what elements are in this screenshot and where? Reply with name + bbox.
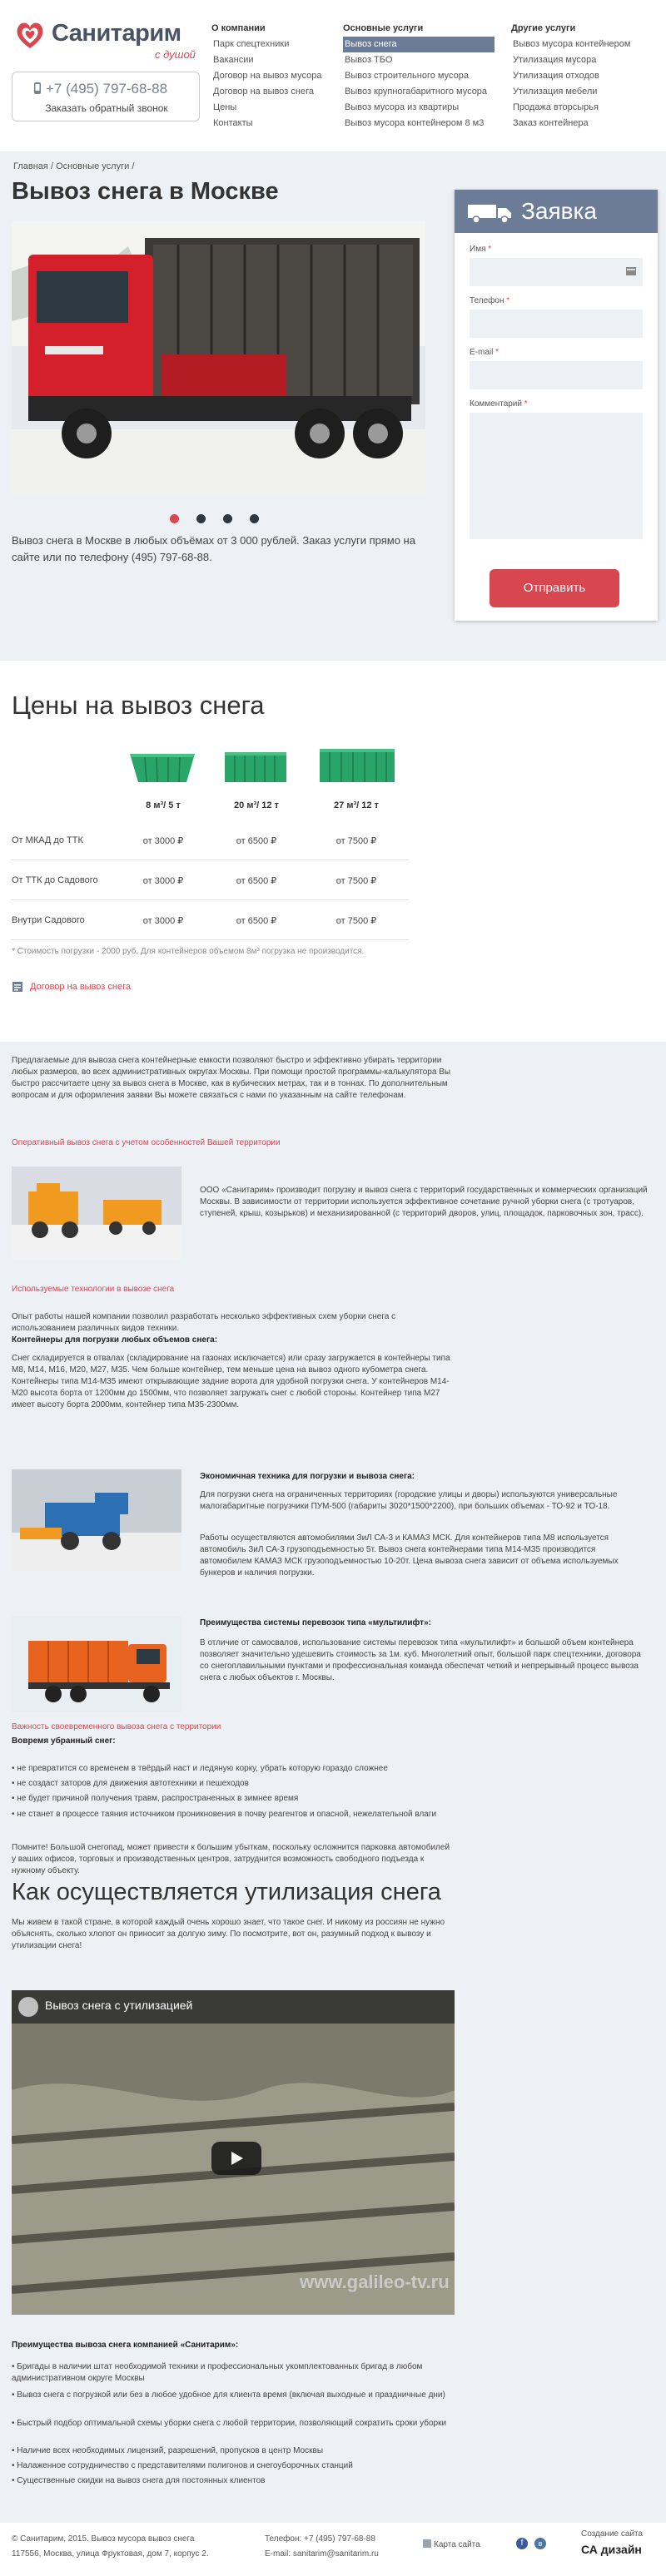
menu-item[interactable]: Утилизация мебели [513,87,598,97]
zone-label: От МКАД до ТТК [12,835,83,845]
menu-item[interactable]: Вывоз крупногабаритного мусора [345,87,488,97]
list-item: • Наличие всех необходимых лицензий, разрешений, пропусков в центр Москвы [12,2446,324,2455]
prices-title: Цены на вывоз снега [12,691,265,720]
slider-image[interactable] [12,221,425,496]
list-item: • не превратится со временем в твёрдый наст и ледяную корку, убрать которую гораздо сложнее [12,1764,388,1773]
slider-dot[interactable] [170,514,179,523]
sitemap-link[interactable] [423,2539,480,2549]
breadcrumb-home[interactable]: Главная [13,161,48,171]
menu-item[interactable]: Парк спецтехники [213,39,290,49]
article-subheading: Преимущества вывоза снега компанией «Санитарим»: [12,2341,239,2350]
article-paragraph: В отличие от самосвалов, использование системы перевозок типа «мультилифт» и большой объем контейнера позволяет значительно удешевить стоимость за 1м. куб. Многолетний опыт, большой парк спецтехники, договора со снегоплавильными пунктами и профессиональная команда обеспечат четкий и непрерывный процесс вывоза снега с любых объектов г. Москвы. [200,1638,641,1682]
phone-icon [32,82,42,94]
size-label-27: 27 м³/ 12 т [334,800,379,810]
menu-item[interactable]: Вакансии [213,55,254,65]
price-value: от 7500 ₽ [335,916,377,926]
price-value: от 7500 ₽ [335,876,377,886]
menu-item-active[interactable]: Вывоз снега [343,37,495,52]
menu-item[interactable]: Цены [213,102,237,112]
play-button[interactable] [211,2142,261,2175]
submit-button[interactable]: Отправить [490,569,619,607]
facebook-icon[interactable]: f [516,2538,528,2549]
menu-item[interactable]: Договор на вывоз мусора [213,71,322,81]
sitemap-text: Карта сайта [434,2540,480,2549]
section-link[interactable]: Оперативный вывоз снега с учетом особенностей Вашей территории [12,1138,281,1147]
email-label: E-mail * [470,348,500,357]
menu-item[interactable]: Вывоз мусора контейнером 8 м3 [345,118,485,128]
email-label-text: E-mail [470,348,494,357]
zone-label: От ТТК до Садового [12,875,98,885]
name-label-text: Имя [470,245,486,254]
page-title: Вывоз снега в Москве [12,178,279,205]
video-player[interactable] [12,1990,455,2315]
price-row [12,900,408,940]
footer-email[interactable]: E-mail: sanitarim@sanitarim.ru [265,2549,379,2559]
menu-item[interactable]: Контакты [213,118,253,128]
heart-logo-icon [13,18,47,52]
slider-dot[interactable] [250,514,259,523]
contract-link-text: Договор на вывоз снега [30,982,131,992]
menu-heading: О компании [211,23,266,33]
contact-box [12,72,200,121]
menu-item[interactable]: Заказ контейнера [513,118,589,128]
container-8-image [128,747,196,785]
menu-services [343,23,495,131]
play-icon [211,2142,261,2175]
menu-item[interactable]: Вывоз мусора контейнером [513,39,631,49]
menu-item[interactable]: Вывоз строительного мусора [345,71,469,81]
article-paragraph: Помните! Большой снегопад, может привести к большим убыткам, поскольку осложнится парковка автомобилей у ваших офисов, торговых и производственных центров, затруднится возможность свободного подъезда к нужному объекту. [12,1843,450,1875]
comment-label-text: Комментарий [470,399,522,409]
size-label-8: 8 м³/ 5 т [146,800,181,810]
menu-item[interactable]: Продажа вторсырья [513,102,599,112]
name-input[interactable] [470,258,643,286]
video-watermark: www.galileo-tv.ru [300,2271,450,2292]
price-row [12,860,408,900]
name-label: Имя * [470,245,492,254]
list-item: • Бригады в наличии штат необходимой техники и профессиональных укомплектованных бригад в любом административном округе Москвы [12,2362,423,2383]
list-item: • Существенные скидки на вывоз снега для постоянных клиентов [12,2476,266,2485]
price-value: от 6500 ₽ [236,916,277,926]
footer-copyright: © Санитарим, 2015. Вывоз мусора вывоз снега [12,2534,195,2544]
slider-dot[interactable] [223,514,232,523]
article-paragraph: Предлагаемые для вывоза снега контейнерные емкости позволяют быстро и эффективно убирать территории любых размеров, во всех административных округах Москвы. При помощи простой программы-калькулятора Вы быстро рассчитаете цену за вывоз снега в Москве, как в кубических метрах, так и в тоннах. По дополнительным вопросам и для оформления заявки Вы можете связаться с нами по указанным на сайте телефонам. [12,1056,451,1100]
price-row [12,820,408,860]
phone-label-text: Телефон [470,296,504,305]
footer-phone[interactable]: Телефон: +7 (495) 797-68-88 [265,2534,375,2544]
price-note: * Стоимость погрузки - 2000 руб. Для контейнеров объемом 8м³ погрузка не производится. [12,947,365,956]
site-header [0,0,666,151]
article-subheading: Преимущества системы перевозок типа «мультилифт»: [200,1618,431,1627]
menu-item[interactable]: Утилизация мусора [513,55,597,65]
phone-input[interactable] [470,310,643,338]
breadcrumb-services[interactable]: Основные услуги [56,161,130,171]
slider-dot[interactable] [196,514,206,523]
menu-item[interactable]: Вывоз мусора из квартиры [345,102,460,112]
section-heading: Как осуществляется утилизация снега [12,1879,441,1905]
size-label-20: 20 м³/ 12 т [234,800,279,810]
section-link[interactable]: Важность своевременного вывоза снега с территории [12,1722,221,1731]
multilift-truck-photo [12,1616,181,1712]
menu-heading: Основные услуги [343,23,424,33]
card-icon [626,266,636,276]
article-subheading: Вовремя убранный снег: [12,1736,116,1746]
phone-label: Телефон * [470,296,510,305]
site-footer [0,2523,666,2576]
price-value: от 3000 ₽ [142,836,184,846]
container-27-image [320,746,395,785]
studio-logo[interactable]: СА дизайн [581,2543,642,2556]
list-item: • не создаст заторов для движения автотехники и пешеходов [12,1779,249,1788]
list-item: • Налаженное сотрудничество с представителями полигонов и снегоуборочных станций [12,2461,353,2470]
snow-loader-photo [12,1167,181,1260]
price-value: от 3000 ₽ [142,916,184,926]
price-value: от 3000 ₽ [142,876,184,886]
vk-icon[interactable]: в [534,2538,546,2549]
breadcrumb: Главная / Основные услуги / [13,161,135,171]
menu-item[interactable]: Вывоз ТБО [345,55,393,65]
article-paragraph: ООО «Санитарим» производит погрузку и вывоз снега с территорий государственных и коммерческих организаций Москвы. В зависимости от территории используется эффективное сочетание ручной уборки снега (с тротуаров, ступеней, крыш, козырьков) и механизированной (с территорий дворов, улиц, площадок, парковочных зон, трасс). [200,1186,648,1218]
snow-plow-photo [12,1469,181,1571]
article-paragraph: Для погрузки снега на ограниченных территориях (городские улицы и дворы) используются универсальные малогабаритные погрузчики ПУМ-500 (габариты 3020*1500*2200), при больших объемах - ТО-92 и ТО-18. [200,1490,618,1511]
footer-address: 117556, Москва, улица Фруктовая, дом 7, корпус 2. [12,2549,209,2559]
article-paragraph: Опыт работы нашей компании позволил разработать несколько эффективных схем уборки снега с использованием различных видов техники. [12,1312,396,1333]
section-link[interactable]: Используемые технологии в вывозе снега [12,1285,175,1294]
email-input[interactable] [470,361,643,389]
comment-textarea[interactable] [470,413,643,539]
list-item: • Вывоз снега с погрузкой или без в любое удобное для клиента время (включая выходные и праздничные дни) [12,2390,445,2400]
slider-dots [170,514,270,526]
video-title: Вывоз снега с утилизацией [45,1999,193,2012]
brand-name: Санитарим [52,20,181,47]
phone-text: +7 (495) 797-68-88 [46,81,168,97]
menu-about [211,23,336,131]
menu-heading: Другие услуги [511,23,576,33]
brand-tagline: с душой [155,48,196,61]
menu-other [511,23,661,131]
price-value: от 6500 ₽ [236,876,277,886]
list-item: • не будет причиной получения травм, распространенных в зимнее время [12,1794,299,1803]
menu-item[interactable]: Договор на вывоз снега [213,87,314,97]
hero-section [0,151,666,661]
intro-text: Вывоз снега в Москве в любых объёмах от 3 000 рублей. Заказ услуги прямо на сайте или по телефону (495) 797-68-88. [12,534,415,563]
article-subheading: Контейнеры для погрузки любых объемов снега: [12,1335,218,1345]
form-title: Заявка [521,198,597,224]
price-value: от 7500 ₽ [335,836,377,846]
comment-label: Комментарий * [470,399,528,409]
article-paragraph: Мы живем в такой стране, в которой каждый очень хорошо знает, что такое снег. И никому из россиян не нужно объяснять, сколько хлопот он приносит за долгую зиму. По посмотрите, вот он, разумный подход к вывозу и утилизации снега! [12,1918,445,1950]
article-subheading: Экономичная техника для погрузки и вывоза снега: [200,1472,415,1481]
price-value: от 6500 ₽ [236,836,277,846]
request-form [455,190,658,621]
logo[interactable] [13,17,196,61]
menu-item[interactable]: Утилизация отходов [513,71,599,81]
doc-icon [12,981,23,993]
list-item: • Быстрый подбор оптимальной схемы уборки снега с любой территории, позволяющий сократить сроки уборки [12,2419,447,2428]
list-item: • не станет в процессе таяния источником проникновения в почву реагентов и опасной, нежелательной влаги [12,1810,437,1819]
zone-label: Внутри Садового [12,915,85,925]
phone-number[interactable] [32,81,167,97]
callback-button[interactable]: Заказать обратный звонок [45,102,168,114]
article-paragraph: Работы осуществляются автомобилями ЗиЛ СА-3 и КАМАЗ МСК. Для контейнеров типа М8 используется автомобиль ЗиЛ СА-3 грузоподъемностью 5т. Вывоз снега контейнерами типа М14-М35 производится автомобилем КАМАЗ МСК грузоподъемностью 10-20т. Цена вывоза снега зависит от объема используемых бункеров и наличия погрузки. [200,1533,619,1578]
made-by-label: Создание сайта [581,2529,644,2539]
article-paragraph: Снег складируется в отвалах (складирование на газонах исключается) или сразу загружается в контейнеры типа М8, М14, М16, М20, М27, М35. Чем больше контейнер, тем меньше цена на вывоз одного кубометра снега. Контейнеры типа М14-М35 имеют открывающие задние ворота для удобной погрузки снега. У контейнеров М14-М20 высота борта от 1200мм до 1500мм, что позволяет загружать снег с любой стороны. Контейнер типа М27 имеет высоту борта 2000мм, контейнер типа М35-2300мм. [12,1354,450,1409]
truck-icon [468,201,513,223]
form-header [455,190,658,233]
container-20-image [225,747,286,785]
sitemap-icon [423,2539,431,2548]
